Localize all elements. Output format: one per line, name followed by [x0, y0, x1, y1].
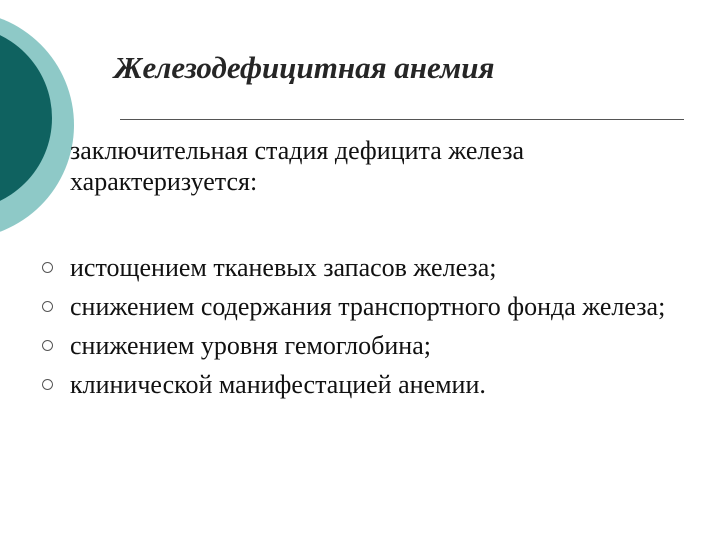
bullet-text: истощением тканевых запасов железа;	[70, 253, 497, 282]
ring-bullet-icon	[42, 262, 53, 273]
bullet-text: снижением уровня гемоглобина;	[70, 331, 431, 360]
ring-bullet-icon	[42, 379, 53, 390]
slide-title: Железодефицитная анемия	[114, 50, 495, 85]
bullet-item	[0, 369, 700, 400]
bullet-item	[0, 330, 700, 361]
bullet-item	[0, 252, 700, 283]
intro-text: заключительная стадия дефицита железа характеризуется:	[70, 136, 525, 196]
bullet-text: снижением содержания транспортного фонда железа;	[70, 292, 666, 321]
ring-bullet-icon	[42, 301, 53, 312]
title-divider	[120, 119, 684, 120]
bullet-list	[0, 252, 700, 408]
bullet-item	[0, 291, 700, 322]
bullet-text: клинической манифестацией анемии.	[70, 370, 486, 399]
ring-bullet-icon	[42, 340, 53, 351]
